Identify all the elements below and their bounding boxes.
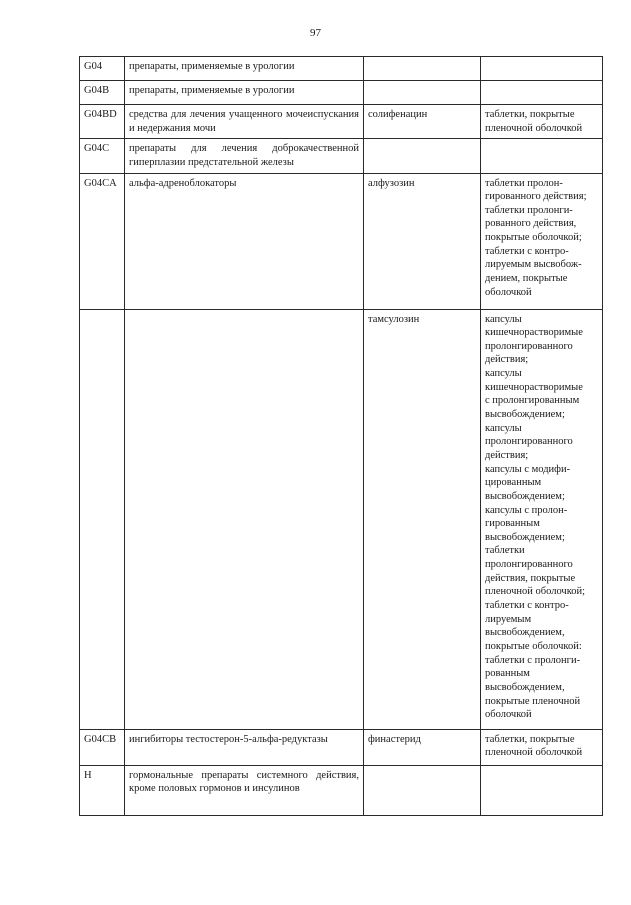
dosage-form-line: высвобождением;	[485, 490, 565, 502]
group-name-cell: препараты, применяемые в урологии	[125, 81, 364, 105]
atc-code-cell: G04	[80, 57, 125, 81]
group-name-cell: препараты для лечения доброкачественной гиперплазии предстательной железы	[125, 139, 364, 173]
table-row	[80, 729, 603, 765]
drug-name-cell	[364, 139, 481, 173]
dosage-form-line: с пролонгированным	[485, 395, 580, 407]
group-name-cell: ингибиторы тестостерон-5-альфа-редуктазы	[125, 729, 364, 765]
dosage-form-line: капсулы	[485, 368, 522, 380]
dosage-form-cell	[481, 81, 603, 105]
drug-name-cell	[364, 765, 481, 815]
dosage-form-line: пролонгированного	[485, 436, 573, 448]
dosage-form-line: высвобождением;	[485, 531, 565, 543]
drug-name-cell: финастерид	[364, 729, 481, 765]
dosage-form-line: оболочкой	[485, 286, 532, 298]
dosage-form-line: цированным	[485, 477, 542, 489]
dosage-form-line: действия;	[485, 449, 529, 461]
dosage-form-line: высвобождением,	[485, 627, 565, 639]
dosage-form-line: рованного действия,	[485, 218, 577, 230]
table-row	[80, 309, 603, 729]
dosage-form-line: таблетки с контро-	[485, 600, 569, 612]
dosage-form-line: лируемым высвобож-	[485, 259, 582, 271]
table-row	[80, 765, 603, 815]
medication-table	[79, 56, 603, 816]
dosage-form-line: покрытые пленочной	[485, 695, 581, 707]
dosage-form-line: гированного действия;	[485, 191, 587, 203]
dosage-form-line: высвобождением,	[485, 681, 565, 693]
dosage-form-line: дением, покрытые	[485, 273, 568, 285]
atc-code-cell: G04CA	[80, 173, 125, 309]
group-name-cell	[125, 309, 364, 729]
dosage-form-line: таблетки, покрытые	[485, 109, 575, 120]
dosage-form-line: капсулы	[485, 313, 522, 325]
dosage-form-line: таблетки с контро-	[485, 245, 569, 257]
table-row	[80, 139, 603, 173]
dosage-form-line: рованным	[485, 668, 530, 680]
dosage-form-cell	[481, 105, 603, 139]
dosage-form-line: таблетки, покрытые	[485, 733, 575, 745]
dosage-form-line: кишечнорастворимые	[485, 381, 583, 393]
atc-code-cell: H	[80, 765, 125, 815]
dosage-form-line: действия, покрытые	[485, 572, 576, 584]
dosage-form-line: кишечнорастворимые	[485, 327, 583, 339]
dosage-form-line: таблетки с пролонги-	[485, 654, 581, 666]
dosage-form-line: пленочной оболочкой	[485, 122, 583, 134]
dosage-form-line: капсулы	[485, 422, 522, 434]
dosage-form-line: пленочной оболочкой	[485, 747, 583, 759]
dosage-form-line: оболочкой	[485, 709, 532, 721]
dosage-form-cell	[481, 173, 603, 309]
dosage-form-line: таблетки пролон-	[485, 177, 563, 189]
table-row	[80, 57, 603, 81]
drug-name-cell: солифенацин	[364, 105, 481, 139]
dosage-form-cell	[481, 57, 603, 81]
dosage-form-line: покрытые оболочкой:	[485, 640, 582, 652]
dosage-form-line: лируемым	[485, 613, 532, 625]
table-row	[80, 173, 603, 309]
group-name-cell: препараты, применяемые в урологии	[125, 57, 364, 81]
table-row	[80, 105, 603, 139]
dosage-form-cell	[481, 729, 603, 765]
atc-code-cell: G04C	[80, 139, 125, 173]
dosage-form-line: капсулы с пролон-	[485, 504, 568, 516]
drug-name-cell: тамсулозин	[364, 309, 481, 729]
dosage-form-line: капсулы с модифи-	[485, 463, 571, 475]
dosage-form-cell	[481, 309, 603, 729]
dosage-form-line: действия;	[485, 354, 529, 366]
dosage-form-cell	[481, 139, 603, 173]
group-name-cell: средства для лечения учащенного мочеиспускания и недержания мочи	[125, 105, 364, 139]
atc-code-cell	[80, 309, 125, 729]
drug-name-cell: алфузозин	[364, 173, 481, 309]
dosage-form-line: таблетки	[485, 545, 525, 557]
dosage-form-line: пленочной оболочкой;	[485, 586, 586, 598]
dosage-form-line: гированным	[485, 518, 540, 530]
drug-name-cell	[364, 81, 481, 105]
page-number: 97	[310, 27, 321, 39]
table-row	[80, 81, 603, 105]
dosage-form-line: покрытые оболочкой;	[485, 232, 582, 244]
atc-code-cell: G04CB	[80, 729, 125, 765]
atc-code-cell: G04B	[80, 81, 125, 105]
dosage-form-line: высвобождением;	[485, 409, 565, 421]
dosage-form-cell	[481, 765, 603, 815]
dosage-form-line: таблетки пролонги-	[485, 204, 573, 216]
group-name-cell: гормональные препараты системного действия, кроме половых гормонов и инсулинов	[125, 765, 364, 815]
dosage-form-line: пролонгированного	[485, 559, 573, 571]
group-name-cell: альфа-адреноблокаторы	[125, 173, 364, 309]
drug-name-cell	[364, 57, 481, 81]
dosage-form-line: пролонгированного	[485, 340, 573, 352]
atc-code-cell: G04BD	[80, 105, 125, 139]
